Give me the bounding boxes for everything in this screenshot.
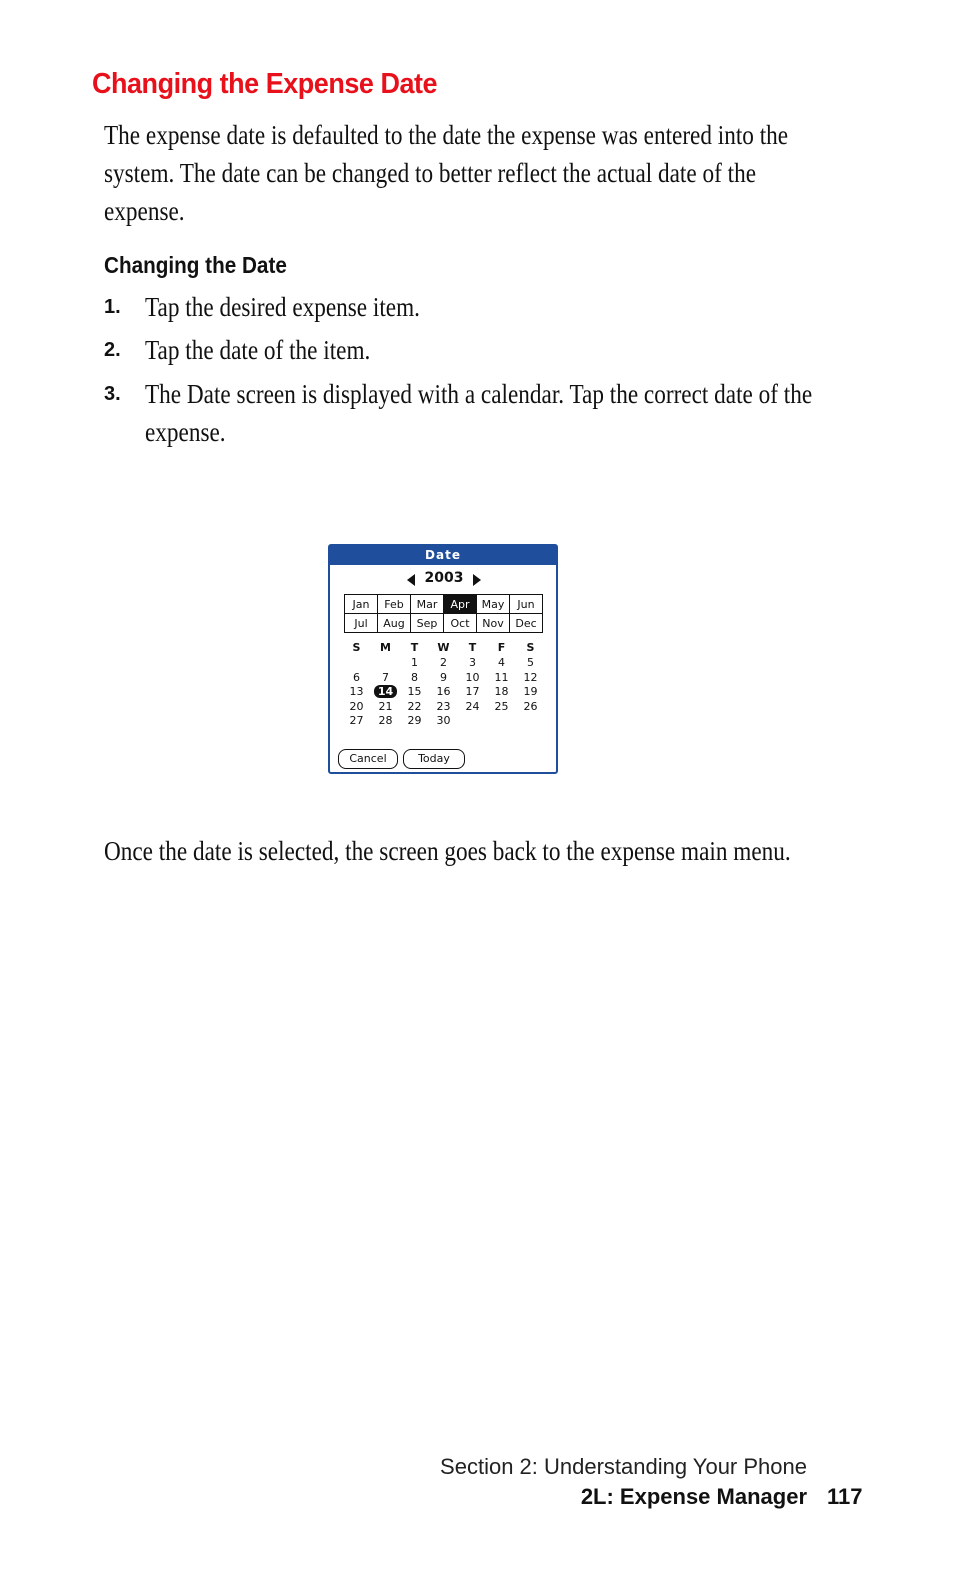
day-grid [342, 656, 545, 729]
weekday-header [342, 641, 545, 654]
calendar-day[interactable]: 4 [498, 656, 505, 669]
month-mar[interactable]: Mar [411, 595, 444, 614]
month-sep[interactable]: Sep [411, 614, 444, 633]
next-year-arrow-icon[interactable] [473, 574, 481, 586]
calendar-day[interactable]: 30 [436, 714, 451, 727]
calendar-day[interactable]: 10 [465, 670, 480, 684]
calendar-day[interactable]: 17 [465, 685, 480, 698]
calendar-day[interactable]: 15 [407, 685, 422, 698]
outro-paragraph: Once the date is selected, the screen goes back to the expense main menu. [104, 836, 791, 866]
weekday-label: S [526, 641, 535, 654]
calendar-day[interactable]: 19 [523, 685, 538, 698]
footer-section-title: Section 2: Understanding Your Phone [440, 1454, 807, 1479]
calendar-day[interactable]: 21 [378, 699, 393, 713]
cancel-button[interactable]: Cancel [338, 749, 398, 769]
calendar-day[interactable]: 1 [411, 656, 418, 669]
empty-day-cell [371, 656, 400, 671]
month-dec[interactable]: Dec [510, 614, 543, 633]
month-aug[interactable]: Aug [378, 614, 411, 633]
calendar-day[interactable]: 5 [527, 656, 534, 669]
calendar-day[interactable]: 28 [378, 714, 393, 727]
weekday-label: S [352, 641, 361, 654]
step-text: The Date screen is displayed with a calendar. Tap the correct date of the expense. [145, 379, 813, 447]
calendar-day[interactable]: 25 [494, 699, 509, 713]
month-jul[interactable]: Jul [345, 614, 378, 633]
calendar-day[interactable]: 22 [407, 699, 422, 713]
calendar-day[interactable]: 11 [494, 670, 509, 684]
weekday-label: T [410, 641, 419, 654]
step-number: 1. [104, 296, 121, 318]
calendar-day[interactable]: 24 [465, 699, 480, 713]
empty-day-cell [342, 656, 371, 671]
weekday-label: M [380, 641, 391, 654]
calendar-day[interactable]: 12 [523, 670, 538, 684]
section-heading: Changing the Expense Date [92, 68, 438, 100]
step-text: Tap the desired expense item. [145, 292, 420, 322]
step-text: Tap the date of the item. [145, 335, 371, 365]
calendar-day[interactable]: 29 [407, 714, 422, 727]
dialog-title: Date [330, 546, 556, 565]
date-picker-dialog [328, 544, 558, 774]
weekday-label: T [468, 641, 477, 654]
weekday-label: F [497, 641, 506, 654]
calendar-day[interactable]: 27 [349, 714, 364, 727]
selected-day[interactable]: 14 [371, 685, 400, 700]
calendar-day[interactable]: 23 [436, 699, 451, 713]
month-apr[interactable]: Apr [444, 595, 477, 614]
calendar-day[interactable]: 13 [349, 685, 364, 698]
step-number: 2. [104, 339, 121, 361]
calendar-day[interactable]: 16 [436, 685, 451, 698]
month-oct[interactable]: Oct [444, 614, 477, 633]
calendar-day[interactable]: 7 [382, 670, 389, 684]
month-may[interactable]: May [477, 595, 510, 614]
intro-paragraph: The expense date is defaulted to the date the expense was entered into the system. The date can be changed to better reflect the actual date of the expense. [104, 120, 789, 226]
footer-chapter-title: 2L: Expense Manager [580, 1484, 807, 1509]
previous-year-arrow-icon[interactable] [407, 574, 415, 586]
today-button[interactable]: Today [403, 749, 465, 769]
month-feb[interactable]: Feb [378, 595, 411, 614]
calendar-day[interactable]: 6 [353, 670, 360, 684]
calendar-day[interactable]: 3 [469, 656, 476, 669]
step-number: 3. [104, 383, 121, 405]
calendar-day[interactable]: 20 [349, 699, 364, 713]
subheading: Changing the Date [104, 252, 287, 278]
calendar-day[interactable]: 26 [523, 699, 538, 713]
month-grid [344, 594, 543, 633]
month-jan[interactable]: Jan [345, 595, 378, 614]
weekday-label: W [437, 641, 450, 654]
year-selector [330, 569, 556, 589]
page-number: 117 [827, 1484, 863, 1509]
month-jun[interactable]: Jun [510, 595, 543, 614]
calendar-day[interactable]: 2 [440, 656, 447, 669]
calendar-day[interactable]: 9 [440, 670, 447, 684]
year-label: 2003 [424, 570, 464, 586]
month-nov[interactable]: Nov [477, 614, 510, 633]
calendar-day[interactable]: 8 [411, 670, 418, 684]
calendar-day[interactable]: 18 [494, 685, 509, 698]
